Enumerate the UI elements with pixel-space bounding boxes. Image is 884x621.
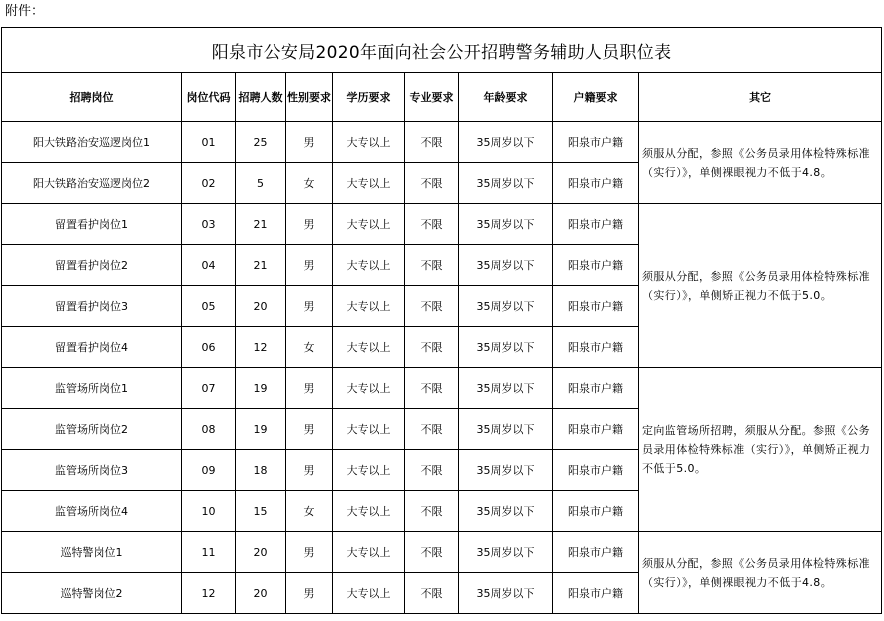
age-cell: 35周岁以下: [459, 573, 553, 614]
age-cell: 35周岁以下: [459, 491, 553, 532]
count-cell: 21: [236, 204, 286, 245]
major-cell: 不限: [405, 491, 459, 532]
age-cell: 35周岁以下: [459, 327, 553, 368]
major-cell: 不限: [405, 327, 459, 368]
table-title: 阳泉市公安局2020年面向社会公开招聘警务辅助人员职位表: [2, 28, 882, 73]
position-cell: 巡特警岗位2: [2, 573, 182, 614]
gender-cell: 男: [286, 409, 333, 450]
household-cell: 阳泉市户籍: [553, 409, 639, 450]
count-cell: 15: [236, 491, 286, 532]
gender-cell: 男: [286, 245, 333, 286]
position-cell: 阳大铁路治安巡逻岗位2: [2, 163, 182, 204]
header-count: 招聘人数: [236, 73, 286, 122]
household-cell: 阳泉市户籍: [553, 204, 639, 245]
education-cell: 大专以上: [333, 245, 405, 286]
gender-cell: 女: [286, 163, 333, 204]
header-code: 岗位代码: [182, 73, 236, 122]
header-position: 招聘岗位: [2, 73, 182, 122]
count-cell: 12: [236, 327, 286, 368]
table-row: [2, 532, 882, 573]
education-cell: 大专以上: [333, 409, 405, 450]
education-cell: 大专以上: [333, 491, 405, 532]
position-cell: 监管场所岗位2: [2, 409, 182, 450]
count-cell: 18: [236, 450, 286, 491]
gender-cell: 女: [286, 491, 333, 532]
position-cell: 监管场所岗位1: [2, 368, 182, 409]
code-cell: 04: [182, 245, 236, 286]
household-cell: 阳泉市户籍: [553, 327, 639, 368]
major-cell: 不限: [405, 368, 459, 409]
gender-cell: 男: [286, 286, 333, 327]
position-cell: 留置看护岗位2: [2, 245, 182, 286]
household-cell: 阳泉市户籍: [553, 122, 639, 163]
position-cell: 阳大铁路治安巡逻岗位1: [2, 122, 182, 163]
count-cell: 20: [236, 286, 286, 327]
code-cell: 05: [182, 286, 236, 327]
position-cell: 巡特警岗位1: [2, 532, 182, 573]
job-positions-table: [1, 27, 882, 614]
code-cell: 12: [182, 573, 236, 614]
education-cell: 大专以上: [333, 163, 405, 204]
age-cell: 35周岁以下: [459, 450, 553, 491]
code-cell: 08: [182, 409, 236, 450]
gender-cell: 男: [286, 532, 333, 573]
remarks-patrol: 须服从分配，参照《公务员录用体检特殊标准（实行）》，单侧裸眼视力不低于4.8。: [639, 532, 882, 614]
remarks-railway: 须服从分配，参照《公务员录用体检特殊标准（实行）》，单侧裸眼视力不低于4.8。: [639, 122, 882, 204]
count-cell: 21: [236, 245, 286, 286]
major-cell: 不限: [405, 122, 459, 163]
header-row: [2, 73, 882, 122]
household-cell: 阳泉市户籍: [553, 491, 639, 532]
major-cell: 不限: [405, 409, 459, 450]
household-cell: 阳泉市户籍: [553, 573, 639, 614]
count-cell: 19: [236, 368, 286, 409]
age-cell: 35周岁以下: [459, 163, 553, 204]
household-cell: 阳泉市户籍: [553, 450, 639, 491]
age-cell: 35周岁以下: [459, 204, 553, 245]
code-cell: 10: [182, 491, 236, 532]
position-cell: 留置看护岗位3: [2, 286, 182, 327]
age-cell: 35周岁以下: [459, 368, 553, 409]
education-cell: 大专以上: [333, 327, 405, 368]
major-cell: 不限: [405, 163, 459, 204]
age-cell: 35周岁以下: [459, 122, 553, 163]
count-cell: 20: [236, 573, 286, 614]
major-cell: 不限: [405, 204, 459, 245]
education-cell: 大专以上: [333, 122, 405, 163]
gender-cell: 男: [286, 204, 333, 245]
age-cell: 35周岁以下: [459, 532, 553, 573]
remarks-detention: 须服从分配，参照《公务员录用体检特殊标准（实行）》，单侧矫正视力不低于5.0。: [639, 204, 882, 368]
education-cell: 大专以上: [333, 450, 405, 491]
education-cell: 大专以上: [333, 204, 405, 245]
table-row: [2, 122, 882, 163]
table-row: [2, 204, 882, 245]
table-row: [2, 368, 882, 409]
code-cell: 11: [182, 532, 236, 573]
position-cell: 留置看护岗位1: [2, 204, 182, 245]
count-cell: 5: [236, 163, 286, 204]
household-cell: 阳泉市户籍: [553, 286, 639, 327]
household-cell: 阳泉市户籍: [553, 163, 639, 204]
position-cell: 监管场所岗位4: [2, 491, 182, 532]
attachment-label: 附件：: [5, 4, 45, 19]
major-cell: 不限: [405, 450, 459, 491]
age-cell: 35周岁以下: [459, 286, 553, 327]
remarks-custody: 定向监管场所招聘，须服从分配。参照《公务员录用体检特殊标准（实行）》，单侧矫正视力不低于5.0。: [639, 368, 882, 532]
gender-cell: 男: [286, 122, 333, 163]
header-other: 其它: [639, 73, 882, 122]
code-cell: 01: [182, 122, 236, 163]
position-cell: 留置看护岗位4: [2, 327, 182, 368]
education-cell: 大专以上: [333, 573, 405, 614]
age-cell: 35周岁以下: [459, 409, 553, 450]
code-cell: 03: [182, 204, 236, 245]
major-cell: 不限: [405, 573, 459, 614]
code-cell: 02: [182, 163, 236, 204]
major-cell: 不限: [405, 286, 459, 327]
gender-cell: 男: [286, 368, 333, 409]
header-education: 学历要求: [333, 73, 405, 122]
header-major: 专业要求: [405, 73, 459, 122]
header-gender: 性别要求: [286, 73, 333, 122]
gender-cell: 女: [286, 327, 333, 368]
code-cell: 06: [182, 327, 236, 368]
household-cell: 阳泉市户籍: [553, 532, 639, 573]
household-cell: 阳泉市户籍: [553, 245, 639, 286]
header-age: 年龄要求: [459, 73, 553, 122]
gender-cell: 男: [286, 450, 333, 491]
age-cell: 35周岁以下: [459, 245, 553, 286]
gender-cell: 男: [286, 573, 333, 614]
code-cell: 07: [182, 368, 236, 409]
education-cell: 大专以上: [333, 368, 405, 409]
count-cell: 25: [236, 122, 286, 163]
education-cell: 大专以上: [333, 286, 405, 327]
major-cell: 不限: [405, 532, 459, 573]
header-household: 户籍要求: [553, 73, 639, 122]
education-cell: 大专以上: [333, 532, 405, 573]
major-cell: 不限: [405, 245, 459, 286]
count-cell: 20: [236, 532, 286, 573]
count-cell: 19: [236, 409, 286, 450]
code-cell: 09: [182, 450, 236, 491]
position-cell: 监管场所岗位3: [2, 450, 182, 491]
household-cell: 阳泉市户籍: [553, 368, 639, 409]
